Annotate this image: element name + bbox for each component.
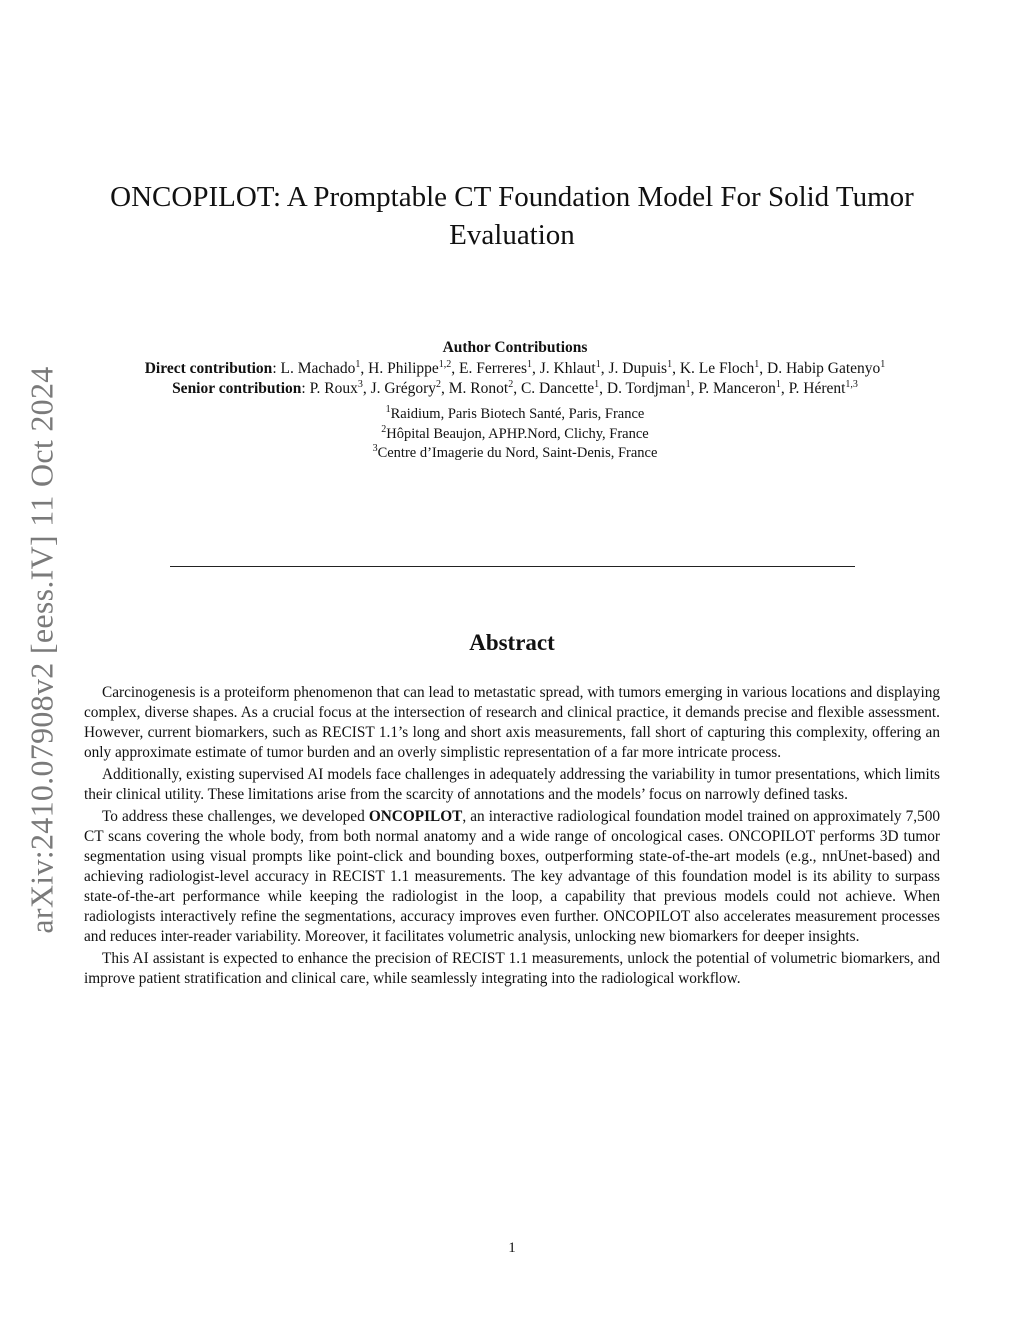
affiliation-marker: 1 [527,358,533,370]
affiliation-line [90,425,940,445]
affiliation-marker: 3 [357,378,363,390]
affiliation-marker: 1 [595,358,601,370]
affiliation-text: Raidium, Paris Biotech Santé, Paris, France [390,406,645,422]
direct-contribution-line: Direct contribution: L. Machado$^1$, H. Philippe$^{1,2}$, E. Ferreres$^1$, J. Khlaut$^1$, J. Dupuis$^1$, K. Le Floch$^1$, D. Habip Gatenyo$^1$ [144,358,886,377]
arxiv-identifier-stamp: arXiv:2410.07908v2 [eess.IV] 11 Oct 2024 [23,366,60,934]
affiliation-text: Hôpital Beaujon, APHP.Nord, Clichy, France [386,425,649,442]
author-name: J. Khlaut [539,360,596,377]
affiliation-marker: 1,2 [438,358,452,370]
affiliation-marker: 2 [508,378,514,390]
affiliation-marker: 1 [594,378,600,390]
senior-contribution-label: Senior contribution [172,380,302,397]
author-name: P. Roux [309,380,358,397]
direct-contribution-label: Direct contribution [144,360,273,377]
abstract-body [84,683,940,991]
author-name: H. Philippe [368,360,439,377]
direct-contribution-authors: L. Machado$^1$, H. Philippe$^{1,2}$, E. Ferreres$^1$, J. Khlaut$^1$, J. Dupuis$^1$, K. Le Floch$^1$, D. Habip Gatenyo$^1$ [280,358,886,377]
author-name: D. Habip Gatenyo [767,360,881,377]
affiliation-marker: 1 [880,358,886,370]
author-name: K. Le Floch [679,360,755,377]
abstract-heading: Abstract [469,630,555,655]
paper-title: ONCOPILOT: A Promptable CT Foundation Model For Solid Tumor Evaluation [110,181,914,251]
affiliation-line [90,405,940,425]
page-number: 1 [508,1240,516,1256]
author-name: P. Manceron [698,380,776,397]
author-name: J. Dupuis [608,360,668,377]
affiliation-marker: 2 [436,378,442,390]
senior-contribution-line: Senior contribution: P. Roux$^3$, J. Grégory$^2$, M. Ronot$^2$, C. Dancette$^1$, D. Tordjman$^1$, P. Manceron$^1$, P. Hérent$^{1,3}$ [172,378,858,397]
affiliation-marker: 1,3 [845,378,858,390]
abstract-paragraph: Carcinogenesis is a proteiform phenomenon that can lead to metastatic spread, with tumors emerging in various locations and displaying complex, diverse shapes. As a crucial focus at the intersection of research and clinical practice, it demands precise and flexible assessment. However, current biomarkers, such as RECIST 1.1’s long and short axis measurements, fall short of capturing this complexity, offering an only approximate estimate of tumor burden and an overly simplistic representation of a far more intricate process. [84,684,940,761]
model-name: ONCOPILOT [368,808,463,825]
abstract-text: , an interactive radiological foundation model trained on approximately 7,500 CT scans covering the whole body, from both normal anatomy and a wide range of oncological cases. ONCOPILOT performs 3D tumor segmentation using visual prompts like point-click and bounding boxes, outperforming state-of-the-art models (e.g., nnUnet-based) and achieving radiologist-level accuracy in RECIST 1.1 measurements. The key advantage of this foundation model is its ability to surpass state-of-the-art performance while keeping the radiologist in the loop, a capability that previous models could not achieve. When radiologists interactively refine the segmentations, accuracy improves even further. ONCOPILOT also accelerates measurement processes and reduces inter-reader variability. Moreover, it facilitates volumetric analysis, unlocking new biomarkers for deeper insights. [84,808,940,945]
senior-contribution-authors: P. Roux$^3$, J. Grégory$^2$, M. Ronot$^2$, C. Dancette$^1$, D. Tordjman$^1$, P. Manceron$^1$, P. Hérent$^{1,3}$ [309,378,858,397]
affiliation-marker: 1 [775,378,781,390]
affiliations-list [90,405,940,464]
affiliation-number: 2 [381,423,387,435]
abstract-paragraph [84,807,940,947]
abstract-paragraph: Additionally, existing supervised AI models face challenges in adequately addressing the variability in tumor presentations, which limits their clinical utility. These limitations arise from the scarcity of annotations and the models’ focus on narrowly defined tasks. [84,766,940,803]
author-name: E. Ferreres [459,360,528,377]
affiliation-text: Centre d’Imagerie du Nord, Saint-Denis, France [377,445,658,461]
author-name: P. Hérent [788,380,846,397]
author-name: C. Dancette [520,380,595,397]
abstract-paragraph: This AI assistant is expected to enhance the precision of RECIST 1.1 measurements, unlock the potential of volumetric biomarkers, and improve patient stratification and clinical care, while seamlessly integrating into the radiological workflow. [84,950,940,987]
author-contributions-heading: Author Contributions [442,339,588,356]
affiliation-number: 3 [372,443,378,455]
abstract-text: To address these challenges, we developed [102,808,365,825]
affiliation-number: 1 [385,404,391,416]
affiliation-marker: 1 [667,358,673,370]
author-name: D. Tordjman [606,380,686,397]
affiliation-marker: 1 [754,358,760,370]
affiliation-line [90,444,940,464]
author-name: M. Ronot [448,380,509,397]
affiliation-marker: 1 [355,358,361,370]
author-name: J. Grégory [370,380,437,397]
author-name: L. Machado [280,360,356,377]
author-contributions [90,338,940,464]
section-divider [170,566,855,567]
affiliation-marker: 1 [685,378,691,390]
